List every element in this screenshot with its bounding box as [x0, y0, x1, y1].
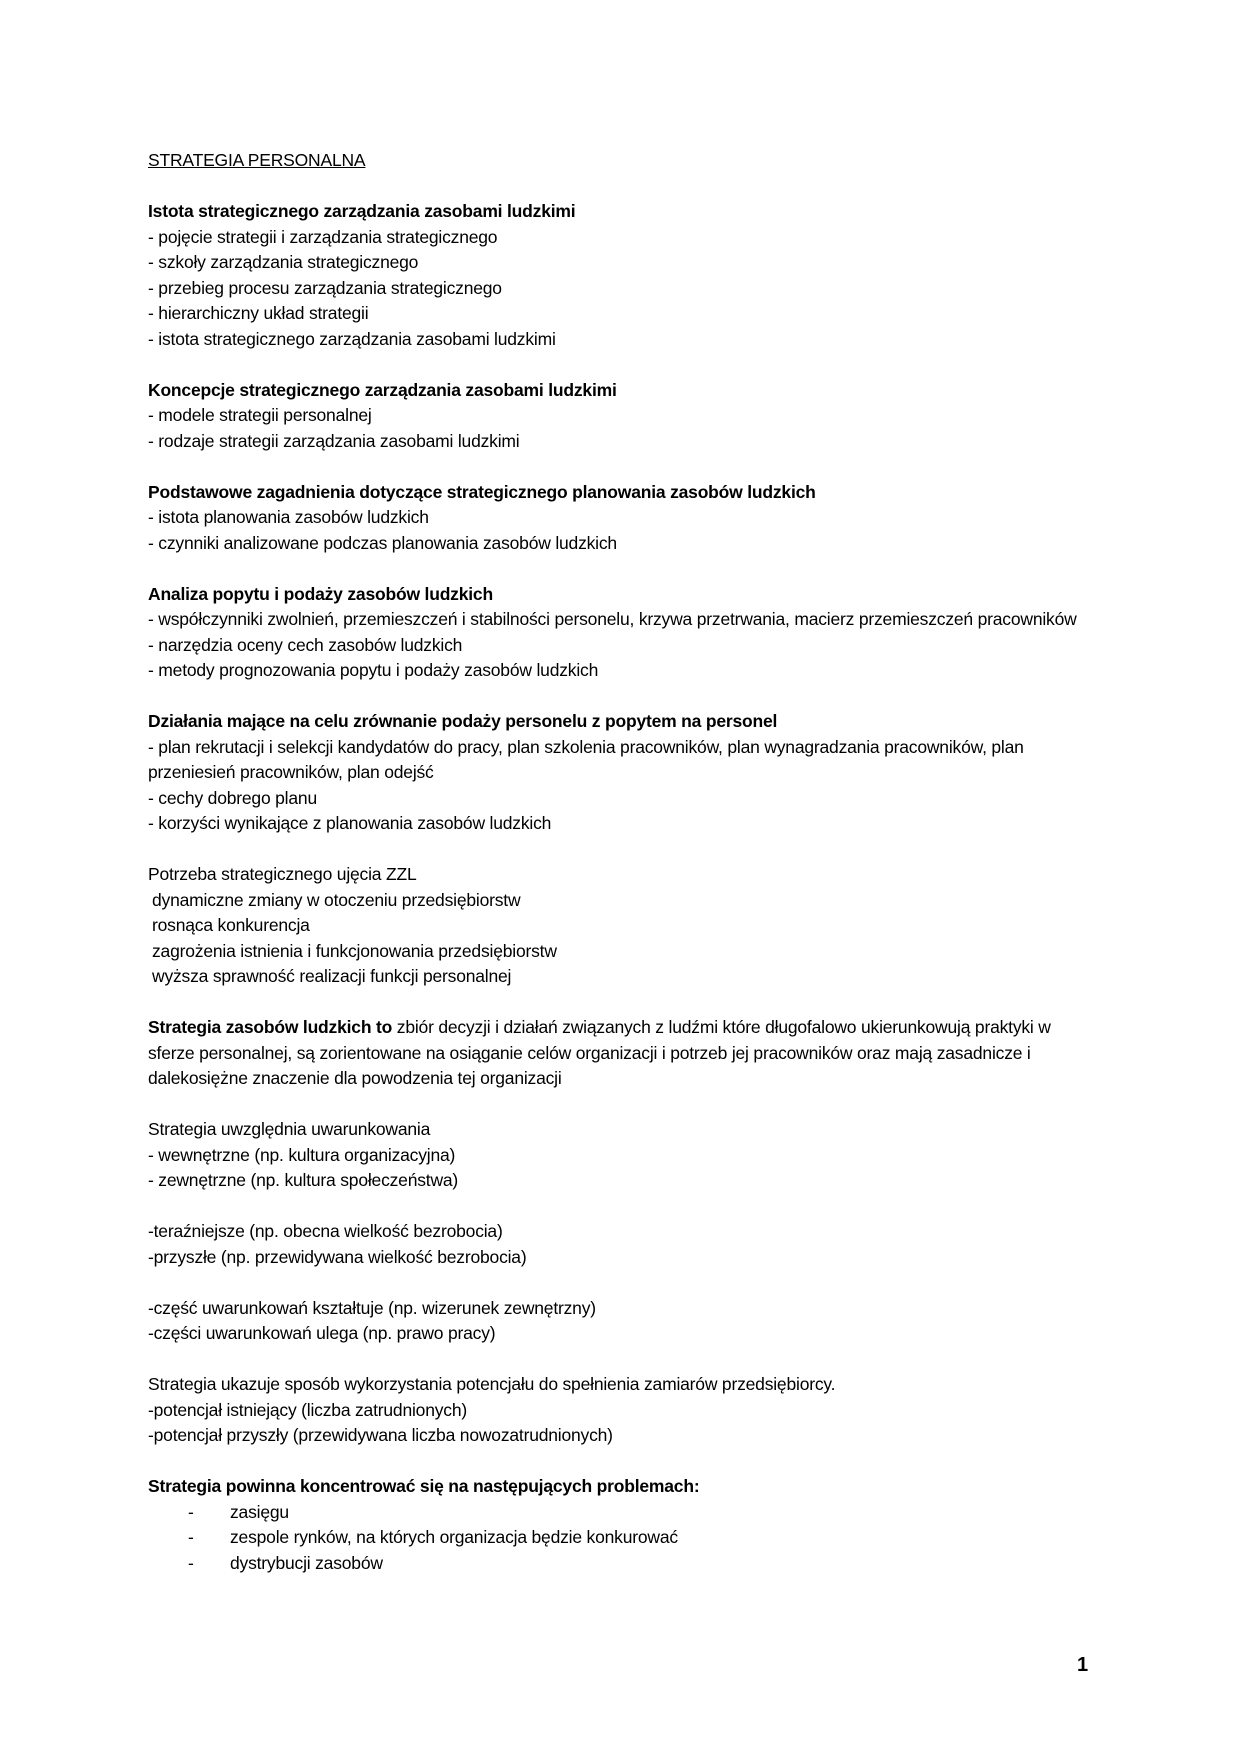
section-dzialania	[148, 709, 1088, 837]
list-item: - rodzaje strategii zarządzania zasobami ludzkimi	[148, 430, 520, 451]
section-heading: Koncepcje strategicznego zarządzania zasobami ludzkimi	[148, 379, 617, 400]
section-potencjal	[148, 1372, 1088, 1449]
bullet-dash: -	[188, 1527, 194, 1547]
section-heading: Analiza popytu i podaży zasobów ludzkich	[148, 583, 493, 604]
list-item: - metody prognozowania popytu i podaży zasobów ludzkich	[148, 660, 599, 680]
list-item: - współczynniki zwolnień, przemieszczeń i stabilności personelu, krzywa przetrwania, macierz przemieszczeń pracowników	[148, 609, 1077, 629]
list-item: -część uwarunkowań kształtuje (np. wizerunek zewnętrzny)	[148, 1297, 596, 1318]
section-analiza	[148, 582, 1088, 684]
list-item: - czynniki analizowane podczas planowania zasobów ludzkich	[148, 532, 617, 553]
list-item: - istota strategicznego zarządzania zasobami ludzkimi	[148, 328, 556, 349]
list-item: - pojęcie strategii i zarządzania strategicznego	[148, 226, 498, 247]
document-title: STRATEGIA PERSONALNA	[148, 150, 366, 170]
list-item: - korzyści wynikające z planowania zasobów ludzkich	[148, 813, 552, 833]
list-item-text: dystrybucji zasobów	[230, 1552, 383, 1573]
list-item: rosnąca konkurencja	[152, 915, 310, 935]
section-heading: Działania mające na celu zrównanie podaży personelu z popytem na personel	[148, 711, 778, 731]
section-intro: Strategia ukazuje sposób wykorzystania potencjału do spełnienia zamiarów przedsiębiorcy.	[148, 1374, 836, 1394]
section-uwarunkowania	[148, 1117, 1088, 1347]
list-item: dynamiczne zmiany w otoczeniu przedsiębiorstw	[152, 889, 521, 910]
section-problemy	[148, 1474, 1088, 1576]
list-item: -przyszłe (np. przewidywana wielkość bezrobocia)	[148, 1246, 527, 1267]
section-planowanie	[148, 480, 1088, 557]
section-heading: Istota strategicznego zarządzania zasobami ludzkimi	[148, 201, 576, 221]
list-item: - cechy dobrego planu	[148, 787, 317, 808]
list-item: -potencjał przyszły (przewidywana liczba nowozatrudnionych)	[148, 1425, 613, 1445]
list-item: - plan rekrutacji i selekcji kandydatów do pracy, plan szkolenia pracowników, plan wynagradzania pracowników, plan przeniesień pracowników, plan odejść	[148, 736, 1024, 782]
section-potrzeba	[148, 862, 1088, 990]
section-heading: Strategia powinna koncentrować się na następujących problemach:	[148, 1476, 700, 1496]
list-item: - modele strategii personalnej	[148, 405, 372, 425]
section-heading: Podstawowe zagadnienia dotyczące strategicznego planowania zasobów ludzkich	[148, 481, 816, 502]
list-item: -teraźniejsze (np. obecna wielkość bezrobocia)	[148, 1221, 503, 1241]
section-intro: Strategia uwzględnia uwarunkowania	[148, 1119, 431, 1139]
list-item: -części uwarunkowań ulega (np. prawo pracy)	[148, 1323, 496, 1343]
list-item-text: zasięgu	[230, 1501, 289, 1522]
definition-text: zbiór decyzji i działań związanych z ludźmi które długofalowo ukierunkowują praktyki w sferze personalnej, są zorientowane na osiąganie celów organizacji i potrzeb jej pracowników oraz mają zasadnicze i dalekosiężne znaczenie dla powodzenia tej organizacji	[148, 1017, 1051, 1088]
section-istota	[148, 199, 1088, 352]
list-item: - narzędzia oceny cech zasobów ludzkich	[148, 634, 463, 655]
list-item: wyższa sprawność realizacji funkcji personalnej	[152, 966, 512, 986]
bullet-dash: -	[188, 1501, 194, 1522]
page-number: 1	[1077, 1654, 1089, 1676]
definition-paragraph	[148, 1015, 1088, 1092]
list-item: - zewnętrzne (np. kultura społeczeństwa)	[148, 1170, 459, 1190]
list-item: zagrożenia istnienia i funkcjonowania przedsiębiorstw	[152, 940, 557, 961]
list-item: - szkoły zarządzania strategicznego	[148, 252, 419, 272]
list-item: - przebieg procesu zarządzania strategicznego	[148, 277, 502, 298]
list-item	[148, 1551, 1088, 1577]
list-item: - hierarchiczny układ strategii	[148, 303, 369, 323]
list-item	[148, 1525, 1088, 1551]
list-item: - istota planowania zasobów ludzkich	[148, 507, 429, 527]
list-item: -potencjał istniejący (liczba zatrudnionych)	[148, 1399, 467, 1420]
definition-term: Strategia zasobów ludzkich to	[148, 1017, 393, 1037]
list-item: - wewnętrzne (np. kultura organizacyjna)	[148, 1144, 456, 1165]
section-koncepcje	[148, 378, 1088, 455]
document-page	[148, 148, 1088, 1576]
list-item-text: zespole rynków, na których organizacja będzie konkurować	[230, 1527, 678, 1547]
list-item	[148, 1500, 1088, 1526]
bullet-dash: -	[188, 1552, 194, 1573]
section-heading: Potrzeba strategicznego ujęcia ZZL	[148, 864, 417, 884]
